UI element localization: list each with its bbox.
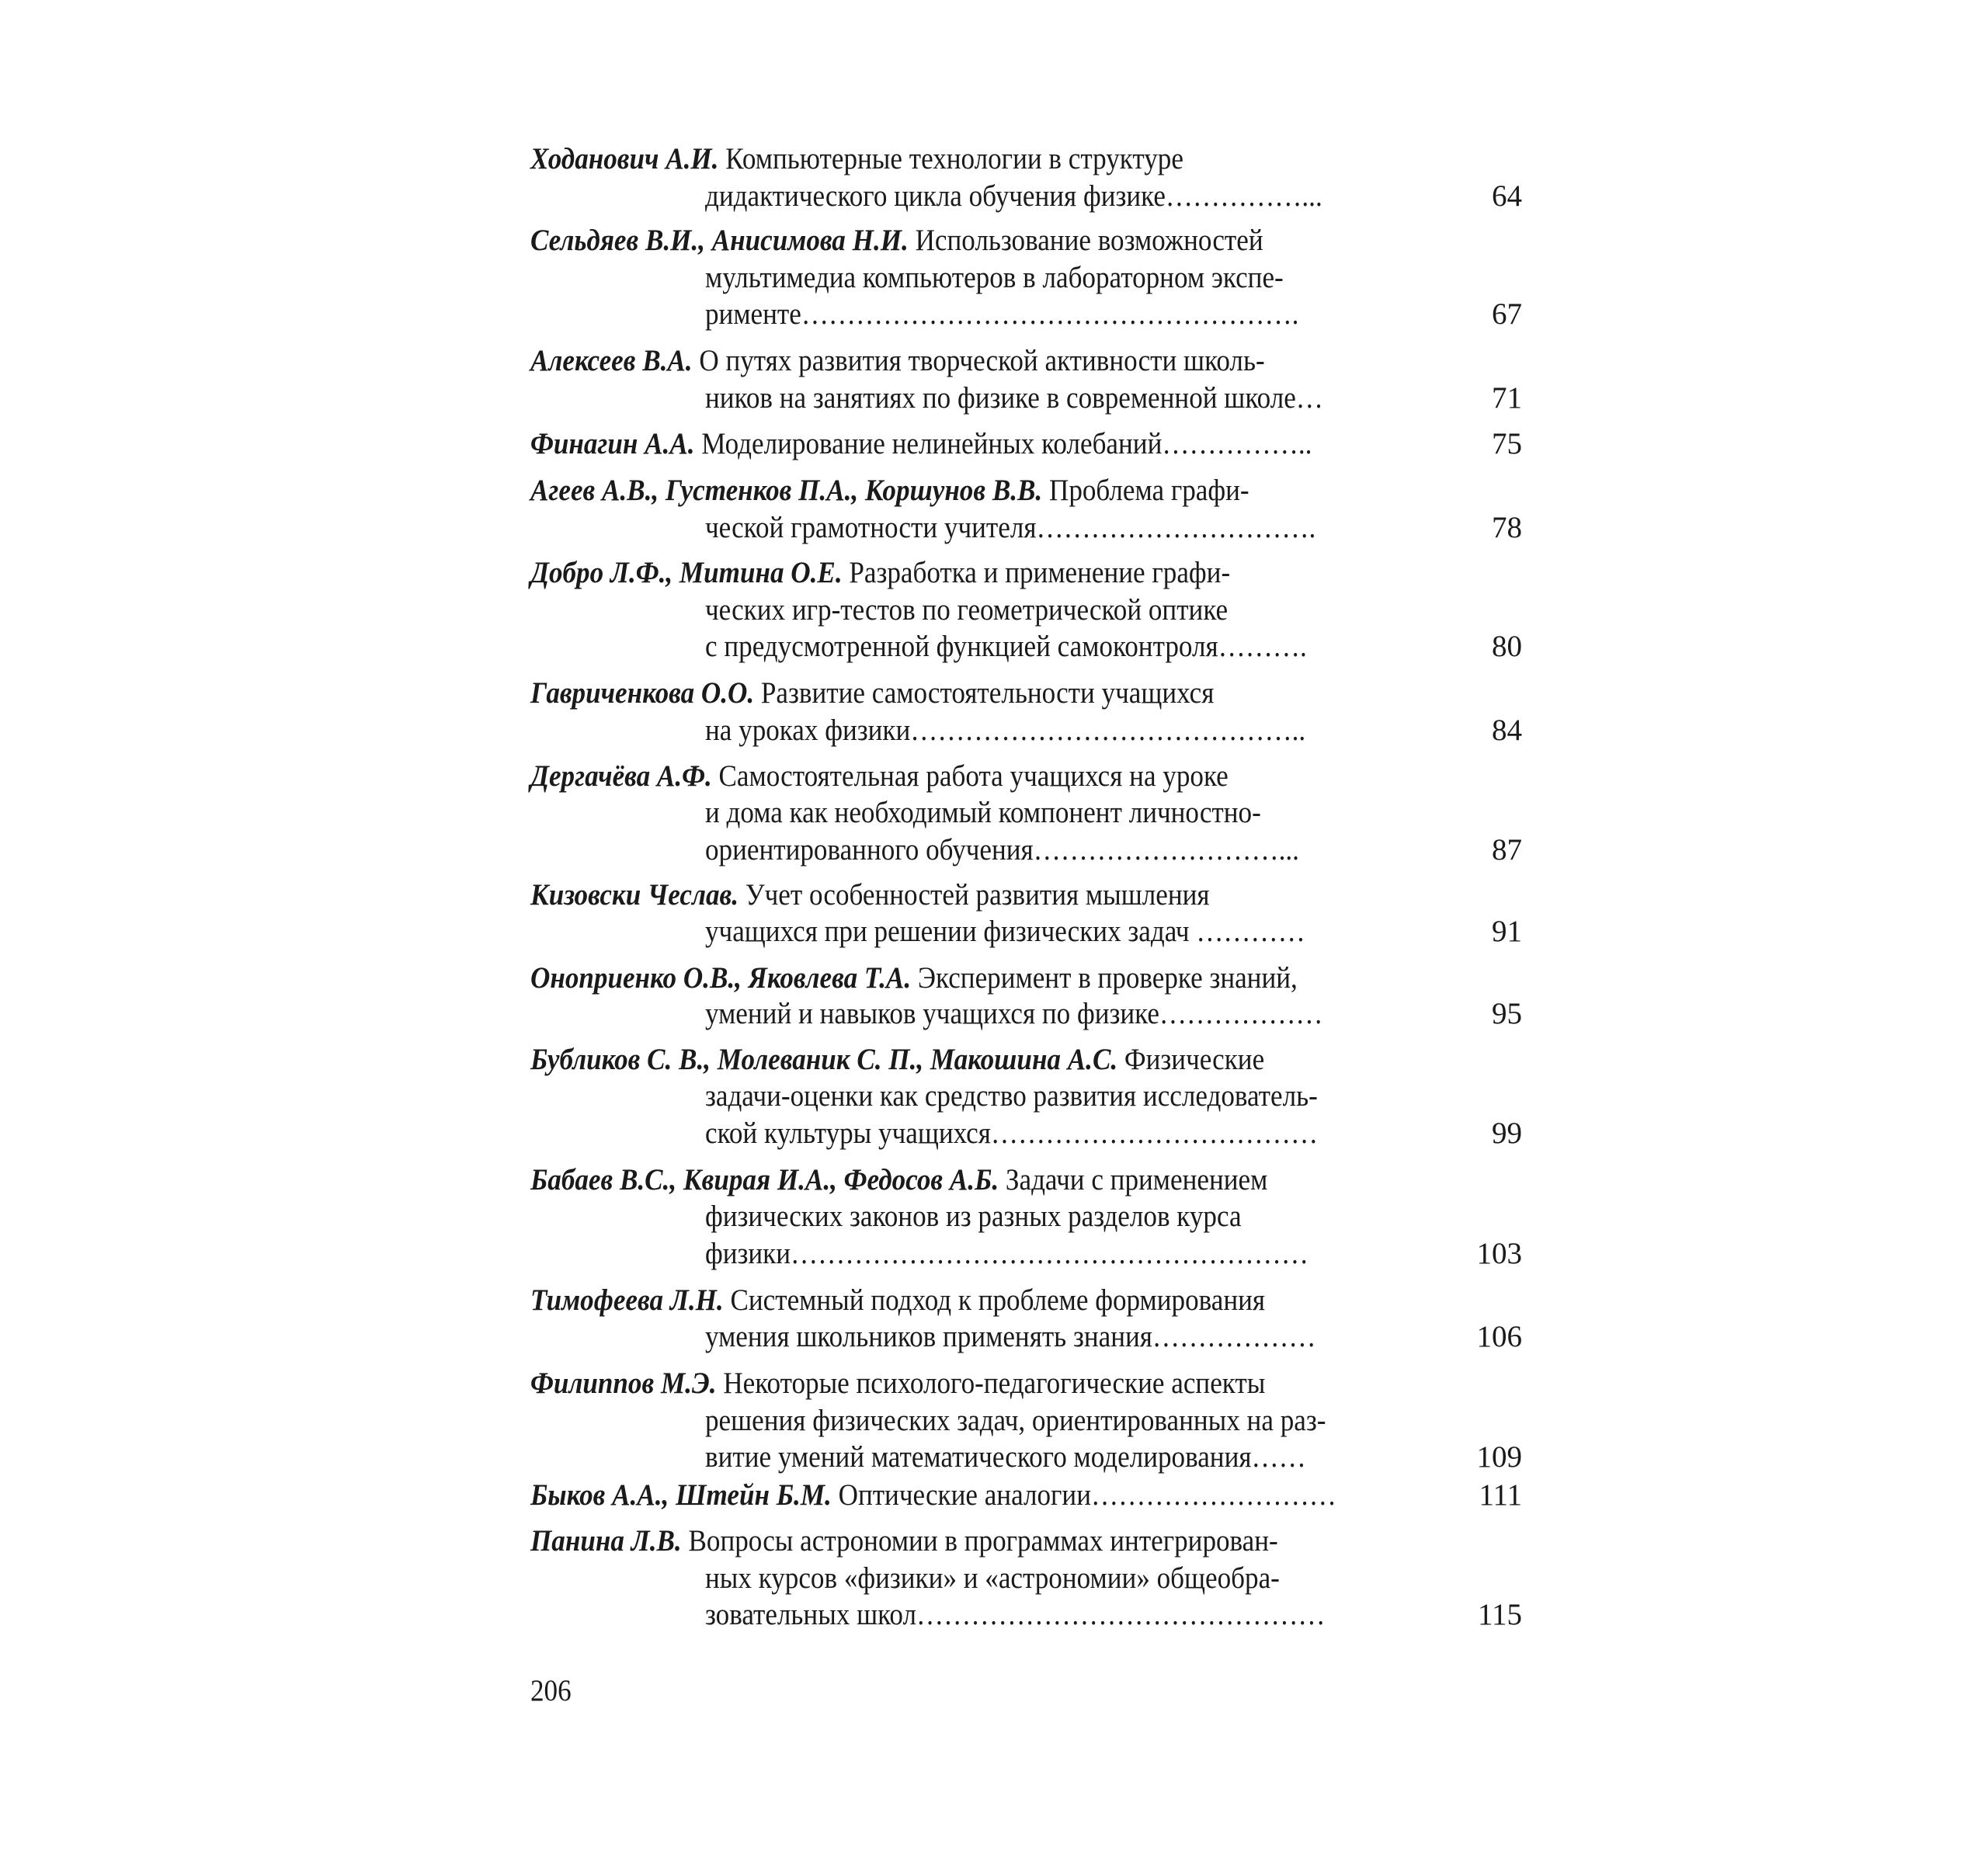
toc-entry-title-text: Системный подход к проблеме формирования [730,1283,1266,1317]
toc-entry-continuation-line [705,795,1261,831]
toc-entry-continuation-line [705,996,1323,1032]
toc-entry-page-number: 78 [1492,511,1522,544]
toc-entry-authors: Финагин А.А. [530,427,695,460]
toc-entry-title-text: Компьютерные технологии в структуре [725,142,1183,175]
toc-entry-title-text: задачи-оценки как средство развития исследователь- [705,1079,1318,1113]
toc-entry-first-line [530,759,1229,794]
toc-entry-title-text: рименте………………………………………………. [705,297,1299,331]
toc-entry-continuation-line [705,592,1228,628]
toc-entry-page-number: 84 [1492,714,1522,747]
toc-entry-continuation-line [705,1319,1316,1355]
toc-entry-authors: Бабаев В.С., Квирая И.А., Федосов А.Б. [530,1163,999,1196]
toc-entry-first-line [530,141,1183,177]
toc-entry-authors: Кизовски Чеслав. [530,878,739,912]
toc-entry-title-text: и дома как необходимый компонент личностно- [705,796,1261,829]
toc-entry-page-number: 64 [1492,179,1522,213]
toc-entry-first-line [530,675,1214,711]
toc-entry-continuation-line [705,1199,1242,1235]
toc-entry-continuation-line [705,1403,1326,1439]
toc-entry-page-number: 115 [1477,1598,1522,1631]
toc-entry-continuation-line [705,1561,1280,1596]
toc-entry-continuation-line [705,260,1284,296]
toc-entry-title-text: решения физических задач, ориентированных на раз- [705,1404,1326,1437]
toc-entry-continuation-line [705,1440,1306,1475]
toc-entry-authors: Бубликов С. В., Молеваник С. П., Макошина А.С. [530,1043,1118,1076]
toc-entry-continuation-line [705,510,1315,546]
toc-entry-continuation-line [705,832,1299,868]
toc-entry-title-text: ников на занятиях по физике в современной школе… [705,381,1323,415]
toc-entry-title-text: Задачи с применением [1005,1163,1268,1196]
toc-entry-title-text: Вопросы астрономии в программах интегрирован- [688,1524,1278,1558]
toc-entry-title-text: Развитие самостоятельности учащихся [760,676,1215,710]
toc-entry-authors: Тимофеева Л.Н. [530,1283,724,1317]
toc-entry-title-text: умений и навыков учащихся по физике……………… [705,997,1323,1030]
toc-entry-first-line [530,473,1249,509]
toc-entry-title-text: умения школьников применять знания……………… [705,1320,1316,1353]
toc-entry-first-line [530,1162,1267,1198]
toc-entry-title-text: учащихся при решении физических задач ………… [705,915,1305,948]
toc-entry-first-line [530,1042,1264,1078]
toc-entry-title-text: Проблема графи- [1048,474,1249,507]
toc-entry-page-number: 75 [1492,427,1522,460]
toc-entry-authors: Филиппов М.Э. [530,1367,717,1400]
toc-entry-first-line [530,555,1230,591]
toc-entry-title-text: Разработка и применение графи- [849,556,1231,589]
toc-entry-page-number: 91 [1492,915,1522,948]
toc-entry-title-text: физических законов из разных разделов курса [705,1200,1242,1233]
toc-entry-authors: Сельдяев В.И., Анисимова Н.И. [530,224,909,257]
toc-entry-page-number: 111 [1479,1478,1522,1512]
toc-entry-continuation-line [705,1236,1309,1272]
toc-entry-continuation-line [705,297,1298,332]
toc-entry-first-line [530,223,1263,259]
toc-entry-title-text: физики………………………………………………… [705,1237,1309,1270]
toc-entry-title-text: О путях развития творческой активности школь- [699,344,1265,377]
toc-entry-first-line [530,877,1210,913]
toc-entry-page-number: 95 [1492,997,1522,1030]
toc-entry-continuation-line [705,1597,1326,1633]
toc-entry-authors: Агеев А.В., Густенков П.А., Коршунов В.В. [530,474,1043,507]
toc-entry-title-text: Физические [1124,1043,1265,1076]
toc-entry-first-line [530,960,1298,996]
toc-entry-title-text: мультимедиа компьютеров в лабораторном экспе- [705,261,1284,294]
toc-entry-first-line [530,343,1265,379]
toc-entry-title-text: витие умений математического моделирования…… [705,1440,1306,1474]
toc-entry-page-number: 87 [1492,833,1522,867]
toc-entry-authors: Быков А.А., Штейн Б.М. [530,1478,832,1512]
toc-entry-page-number: 106 [1476,1320,1522,1353]
toc-entry-continuation-line [705,914,1305,950]
toc-entry-title-text: Некоторые психолого-педагогические аспекты [723,1367,1266,1400]
toc-entry-title-text: Оптические аналогии……………………… [838,1478,1336,1512]
toc-entry-authors: Гавриченкова О.О. [530,676,755,710]
toc-entry-title-text: Моделирование нелинейных колебаний…………….. [701,427,1312,460]
toc-entry-title-text: ных курсов «физики» и «астрономии» общеобра- [705,1561,1280,1595]
toc-entry-authors: Ходанович А.И. [530,142,719,175]
toc-entry-authors: Панина Л.В. [530,1524,682,1558]
toc-entry-continuation-line [705,1116,1318,1151]
toc-entry-continuation-line [705,380,1323,416]
toc-entry-first-line [530,426,1312,462]
toc-entry-page-number: 71 [1492,381,1522,415]
toc-entry-title-text: ческих игр-тестов по геометрической оптике [705,593,1229,627]
toc-entry-title-text: с предусмотренной функцией самоконтроля………. [705,630,1307,663]
toc-entry-title-text: на уроках физики…………………………………….. [705,714,1306,747]
toc-entry-title-text: ской культуры учащихся……………………………… [705,1117,1319,1150]
toc-entry-title-text: Самостоятельная работа учащихся на уроке [718,759,1229,793]
toc-entry-page-number: 80 [1492,630,1522,663]
toc-entry-continuation-line [705,713,1305,748]
toc-entry-continuation-line [705,629,1307,665]
toc-entry-title-text: ческой грамотности учителя…………………………. [705,511,1316,544]
toc-entry-page-number: 99 [1492,1117,1522,1150]
toc-entry-page-number: 103 [1476,1237,1522,1270]
toc-entry-title-text: Эксперимент в проверке знаний, [917,961,1298,995]
toc-entry-title-text: Использование возможностей [915,224,1263,257]
toc-entry-first-line [530,1283,1265,1318]
toc-entry-page-number: 67 [1492,297,1522,331]
toc-entry-first-line [530,1523,1278,1559]
toc-entry-page-number: 109 [1476,1440,1522,1474]
toc-entry-title-text: дидактического цикла обучения физике……………... [705,179,1322,213]
toc-entry-authors: Алексеев В.А. [530,344,693,377]
toc-entry-first-line [530,1366,1265,1401]
toc-entry-authors: Добро Л.Ф., Митина О.Е. [530,556,843,589]
toc-entry-authors: Оноприенко О.В., Яковлева Т.А. [530,961,912,995]
toc-entry-continuation-line [705,1078,1318,1114]
toc-entry-title-text: зовательных школ……………………………………… [705,1598,1326,1631]
toc-entry-title-text: Учет особенностей развития мышления [745,878,1210,912]
toc-entry-title-text: ориентированного обучения………………………... [705,833,1299,867]
toc-entry-first-line [530,1478,1336,1513]
toc-entry-authors: Дергачёва А.Ф. [530,759,712,793]
toc-entry-continuation-line [705,179,1322,214]
page-number: 206 [530,1674,572,1707]
